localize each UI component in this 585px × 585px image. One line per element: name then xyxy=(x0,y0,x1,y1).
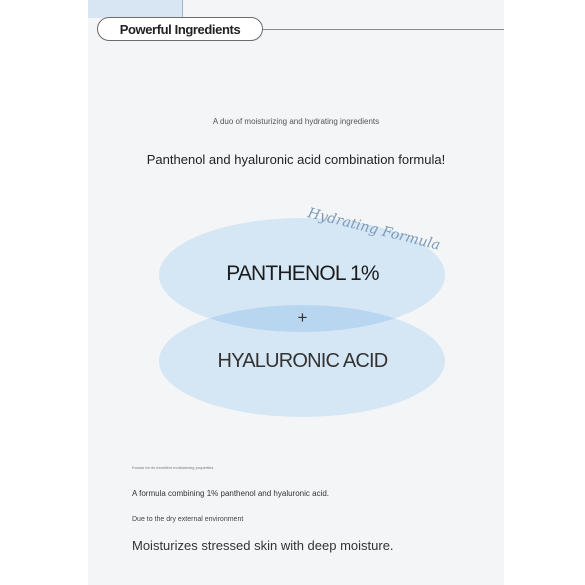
hydrating-formula-script: Hydrating Formula xyxy=(306,205,442,254)
note-tiny: Known for its excellent moisturizing properties xyxy=(132,465,214,470)
note-formula: A formula combining 1% panthenol and hyaluronic acid. xyxy=(132,489,330,498)
note-moisture: Moisturizes stressed skin with deep moisture. xyxy=(132,538,394,553)
plus-sign: + xyxy=(297,308,308,327)
note-environment: Due to the dry external environment xyxy=(132,516,244,523)
intro-subtitle: A duo of moisturizing and hydrating ingredients xyxy=(212,117,380,126)
intro-title: Panthenol and hyaluronic acid combination formula! xyxy=(146,152,446,167)
hyaluronic-label: HYALURONIC ACID xyxy=(217,350,388,372)
section-badge: Powerful Ingredients xyxy=(97,17,263,41)
panthenol-label: PANTHENOL 1% xyxy=(226,262,379,285)
